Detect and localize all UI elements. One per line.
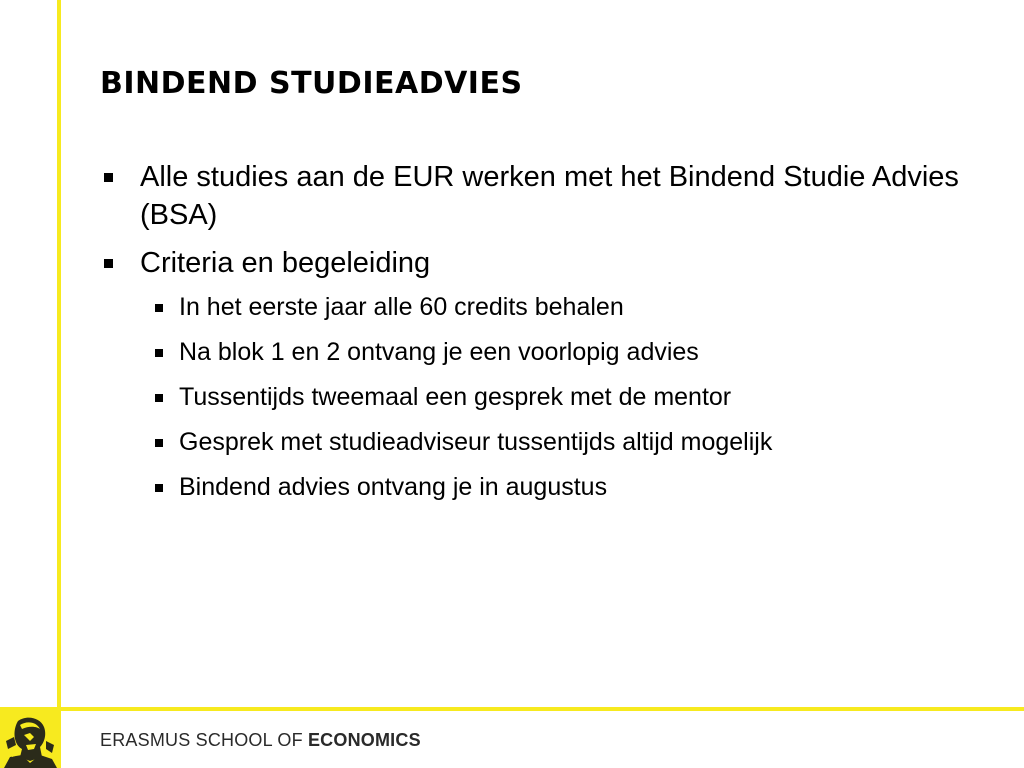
square-bullet-icon (155, 439, 163, 447)
square-bullet-icon (155, 349, 163, 357)
slide-title: BINDEND STUDIEADVIES (100, 66, 523, 101)
bullet-item-criteria (100, 244, 980, 282)
square-bullet-icon (104, 173, 113, 182)
footer-school-name (100, 728, 421, 752)
bullet-list (100, 158, 980, 517)
sub-bullet-item (100, 427, 980, 457)
bottom-accent-rule (0, 707, 1024, 711)
footer-school-bold: ECONOMICS (307, 730, 421, 750)
sub-bullet-item (100, 292, 980, 322)
square-bullet-icon (155, 484, 163, 492)
bullet-text: Criteria en begeleiding (140, 247, 431, 279)
sub-bullet-text: Na blok 1 en 2 ontvang je een voorlopig advies (179, 338, 699, 366)
square-bullet-icon (104, 259, 113, 268)
sub-bullet-text: Tussentijds tweemaal een gesprek met de mentor (179, 383, 732, 411)
bullet-item-bsa (100, 158, 980, 234)
sub-bullet-text: Bindend advies ontvang je in augustus (179, 473, 608, 501)
sub-bullet-text: In het eerste jaar alle 60 credits behalen (179, 293, 624, 321)
footer-school-prefix: ERASMUS SCHOOL OF (100, 730, 308, 750)
sub-bullet-item (100, 472, 980, 502)
square-bullet-icon (155, 394, 163, 402)
sub-bullet-item (100, 337, 980, 367)
erasmus-logo-icon (0, 711, 57, 768)
sub-bullet-list (100, 292, 980, 502)
sub-bullet-item (100, 382, 980, 412)
sub-bullet-text: Gesprek met studieadviseur tussentijds altijd mogelijk (179, 428, 773, 456)
left-accent-rule (57, 0, 61, 768)
square-bullet-icon (155, 304, 163, 312)
bullet-text: Alle studies aan de EUR werken met het Bindend Studie Advies (BSA) (140, 161, 959, 231)
